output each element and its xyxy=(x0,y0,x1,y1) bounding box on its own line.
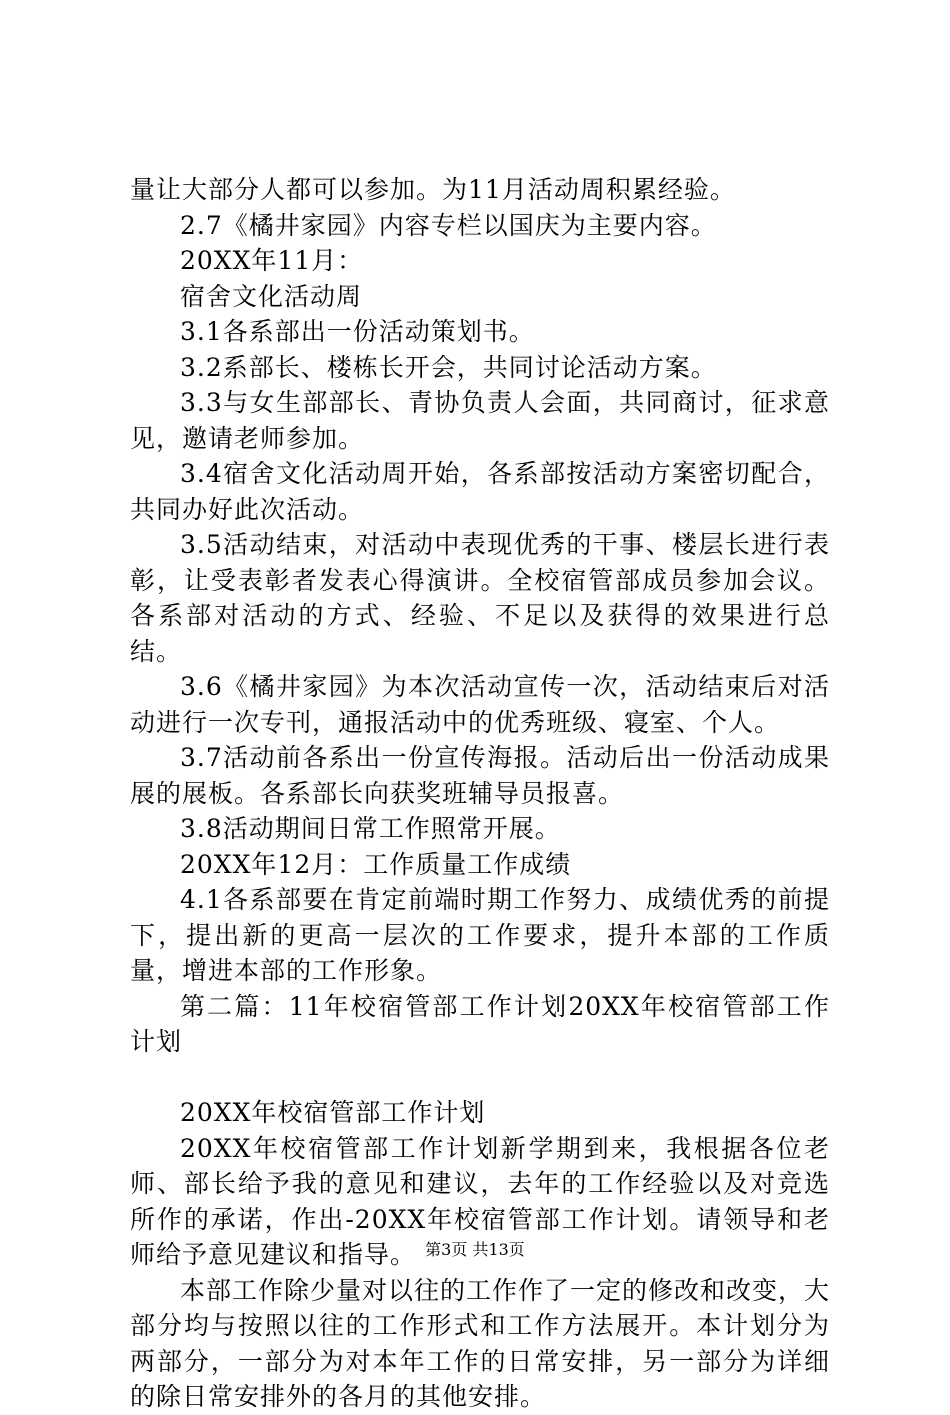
paragraph: 20XX年11月： xyxy=(180,246,364,275)
paragraph: 3.4宿舍文化活动周开始，各系部按活动方案密切配合，共同办好此次活动。 xyxy=(130,459,830,524)
document-title: 20XX年校宿管部工作计划 xyxy=(180,1098,486,1127)
blank-line xyxy=(130,1060,830,1096)
paragraph: 本部工作除少量对以往的工作作了一定的修改和改变，大部分均与按照以往的工作形式和工作方法展开。本计划分为两部分，一部分为对本年工作的日常安排，另一部分为详细的除日常安排外的各月的其他安排。 xyxy=(130,1275,831,1411)
paragraph: 3.7活动前各系出一份宣传海报。活动后出一份活动成果展的展板。各系部长向获奖班辅导员报喜。 xyxy=(130,743,830,808)
document-body xyxy=(130,172,830,1415)
paragraph: 3.8活动期间日常工作照常开展。 xyxy=(180,814,561,843)
paragraph: 20XX年校宿管部工作计划新学期到来，我根据各位老师、部长给予我的意见和建议，去年的工作经验以及对竞选所作的承诺，作出-20XX年校宿管部工作计划。请领导和老师给予意见建议和指导。 xyxy=(130,1133,830,1269)
paragraph: 3.6《橘井家园》为本次活动宣传一次，活动结束后对活动进行一次专刊，通报活动中的优秀班级、寝室、个人。 xyxy=(130,672,830,737)
paragraph: 2.7《橘井家园》内容专栏以国庆为主要内容。 xyxy=(180,210,717,240)
paragraph: 20XX年12月：工作质量工作成绩 xyxy=(180,849,572,879)
paragraph: 宿舍文化活动周 xyxy=(180,281,363,311)
paragraph: 量让大部分人都可以参加。为11月活动周积累经验。 xyxy=(130,175,736,204)
paragraph: 3.5活动结束，对活动中表现优秀的干事、楼层长进行表彰，让受表彰者发表心得演讲。全校宿管部成员参加会议。各系部对活动的方式、经验、不足以及获得的效果进行总结。 xyxy=(130,530,830,666)
paragraph: 3.3与女生部部长、青协负责人会面，共同商讨，征求意见，邀请老师参加。 xyxy=(130,388,830,453)
paragraph: 3.1各系部出一份活动策划书。 xyxy=(180,317,535,346)
paragraph: 3.2系部长、楼栋长开会，共同讨论活动方案。 xyxy=(180,352,717,382)
section-heading: 第二篇：11年校宿管部工作计划20XX年校宿管部工作计划 xyxy=(130,991,830,1056)
paragraph: 4.1各系部要在肯定前端时期工作努力、成绩优秀的前提下，提出新的更高一层次的工作要求，提升本部的工作质量，增进本部的工作形象。 xyxy=(130,885,830,985)
page-number: 第3页 共13页 xyxy=(425,1240,525,1259)
